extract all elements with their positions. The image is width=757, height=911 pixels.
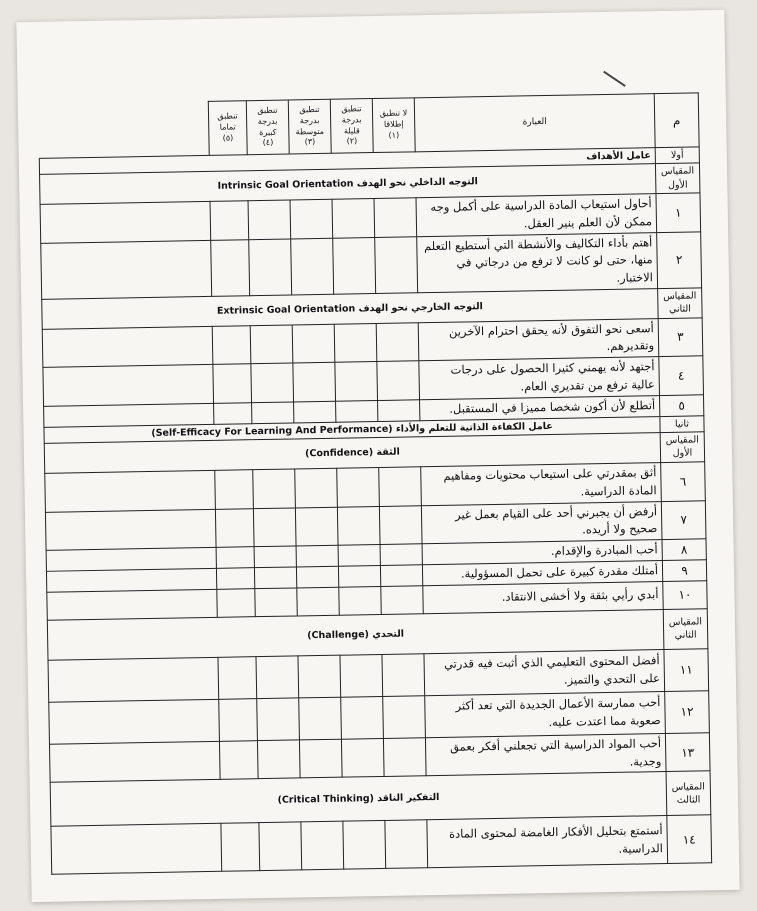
questionnaire-page (16, 10, 739, 902)
item-number: ١٣ (665, 733, 710, 772)
response-cell[interactable] (253, 469, 296, 508)
response-cell[interactable] (376, 322, 419, 361)
response-cell[interactable] (378, 400, 420, 422)
num-col-header: م (654, 93, 699, 148)
blank-cell (46, 568, 216, 592)
questionnaire-table (38, 92, 712, 875)
response-cell[interactable] (297, 587, 339, 616)
response-cell[interactable] (299, 697, 342, 740)
response-cell[interactable] (296, 566, 338, 588)
blank-cell (49, 699, 220, 744)
item-statement: أهتم بأداء التكاليف والأنشطة التي أستطيع التعلم منها، حتى لو كانت لا ترفع من درجاتي في الاختبار. (417, 232, 658, 293)
response-cell[interactable] (292, 324, 335, 363)
response-cell[interactable] (219, 698, 258, 741)
response-cell[interactable] (379, 467, 422, 506)
item-number: ١٠ (663, 581, 707, 610)
scale-label: المقياس الثالث (666, 771, 711, 816)
response-cell[interactable] (298, 655, 341, 698)
blank-cell (45, 509, 216, 551)
response-cell[interactable] (214, 402, 252, 423)
item-statement: أرفض أن يجبرني أحد على القيام بعمل غير صحيح ولا أريده. (421, 501, 662, 544)
response-cell[interactable] (256, 656, 299, 699)
scale-label: المقياس الأول (655, 163, 700, 193)
response-cell[interactable] (215, 470, 254, 509)
response-cell[interactable] (385, 820, 428, 869)
item-statement: أفضل المحتوى التعليمي الذي أثبت فيه قدرتي على التحدي والتميز. (424, 649, 665, 695)
factor-title: عامل الكفاءة الذاتية للتعلم والأداء (Self-Efficacy For Learning And Performance) (44, 416, 660, 443)
response-cell[interactable] (216, 568, 254, 589)
response-cell[interactable] (374, 198, 417, 237)
response-cell[interactable] (250, 325, 293, 364)
response-cell[interactable] (293, 362, 336, 401)
item-number: ٨ (662, 539, 706, 561)
item-number: ٥ (659, 395, 703, 417)
blank-header-cell (38, 101, 209, 158)
scale-title: التحدي (Challenge) (47, 609, 664, 660)
option-header-2: تنطبق بدرجة قليلة (٢) (330, 99, 373, 154)
blank-cell (44, 403, 214, 427)
response-cell[interactable] (375, 236, 418, 293)
response-cell[interactable] (341, 738, 384, 777)
response-cell[interactable] (380, 544, 422, 566)
scale-title: التوجه الخارجي نحو الهدف Extrinsic Goal Orientation (42, 289, 658, 329)
response-cell[interactable] (254, 546, 296, 568)
response-cell[interactable] (383, 696, 426, 739)
option-header-3: تنطبق بدرجة متوسطة (٣) (288, 99, 331, 154)
blank-cell (48, 657, 219, 702)
scale-title: التفكير الناقد (Critical Thinking) (50, 772, 667, 827)
factor-title: عامل الأهداف (39, 148, 655, 175)
item-statement: أحب ممارسة الأعمال الجديدة التي تعد أكثر صعوبة مما اعتدت عليه. (425, 691, 666, 737)
pen-mark (603, 71, 626, 87)
response-cell[interactable] (259, 822, 302, 871)
response-cell[interactable] (383, 737, 426, 776)
response-cell[interactable] (252, 402, 294, 424)
response-cell[interactable] (336, 400, 378, 422)
option-header-1: لا تنطبق إطلاقا (١) (372, 98, 415, 153)
item-statement: أبدي رأيي بثقة ولا أخشى الانتقاد. (423, 581, 663, 613)
item-number: ١١ (664, 649, 709, 692)
option-header-5: تنطبق تماما (٥) (208, 101, 247, 156)
response-cell[interactable] (301, 822, 344, 871)
response-cell[interactable] (341, 696, 384, 739)
response-cell[interactable] (221, 823, 260, 872)
response-cell[interactable] (338, 545, 380, 567)
statement-col-header: العبارة (414, 94, 655, 152)
item-number: ٢ (657, 231, 702, 288)
response-cell[interactable] (212, 325, 251, 364)
item-number: ١ (656, 193, 701, 232)
response-cell[interactable] (257, 740, 300, 779)
response-cell[interactable] (333, 237, 376, 294)
response-cell[interactable] (334, 323, 377, 362)
item-number: ٤ (659, 356, 704, 395)
response-cell[interactable] (343, 821, 386, 870)
item-statement: أحب المواد الدراسية التي تجعلني أفكر بعمق وجدية. (425, 733, 666, 776)
response-cell[interactable] (219, 740, 258, 779)
response-cell[interactable] (295, 468, 338, 507)
item-statement: أتطلع لأن أكون شخصا مميزا في المستقبل. (420, 395, 660, 420)
response-cell[interactable] (299, 739, 342, 778)
response-cell[interactable] (337, 506, 380, 545)
item-statement: أستمتع بتحليل الأفكار الغامضة لمحتوى المادة الدراسية. (427, 816, 668, 868)
factor-number: أولا (655, 147, 699, 164)
response-cell[interactable] (210, 201, 249, 240)
item-row (51, 815, 712, 875)
scale-title: الثقة (Confidence) (44, 432, 660, 473)
response-cell[interactable] (255, 588, 297, 617)
response-cell[interactable] (338, 565, 380, 587)
response-cell[interactable] (332, 198, 375, 237)
response-cell[interactable] (257, 698, 300, 741)
response-cell[interactable] (296, 545, 338, 567)
item-number: ٣ (658, 317, 703, 356)
response-cell[interactable] (294, 401, 336, 423)
response-cell[interactable] (249, 239, 292, 296)
scale-label: المقياس الثاني (658, 288, 703, 318)
response-cell[interactable] (379, 505, 422, 544)
response-cell[interactable] (377, 361, 420, 400)
response-cell[interactable] (339, 586, 381, 615)
response-cell[interactable] (211, 239, 250, 296)
item-statement: أحاول استيعاب المادة الدراسية على أكمل وجه ممكن لأن العلم ينير العقل. (416, 193, 657, 236)
response-cell[interactable] (215, 508, 254, 547)
response-cell[interactable] (382, 654, 425, 697)
response-cell[interactable] (254, 567, 296, 589)
scale-label: المقياس الأول (660, 432, 705, 463)
item-statement: أسعى نحو التفوق لأنه يحقق احترام الآخرين وتقديرهم. (418, 318, 659, 361)
option-header-4: تنطبق بدرجة كبيرة (٤) (246, 100, 289, 155)
response-cell[interactable] (335, 362, 378, 401)
scale-title: التوجه الداخلي نحو الهدف Intrinsic Goal Orientation (40, 164, 656, 204)
response-cell[interactable] (216, 547, 254, 568)
response-cell[interactable] (248, 200, 291, 239)
response-cell[interactable] (290, 199, 333, 238)
item-number: ١٤ (667, 815, 712, 864)
response-cell[interactable] (337, 467, 380, 506)
response-cell[interactable] (380, 565, 422, 587)
blank-cell (40, 201, 211, 243)
response-cell[interactable] (218, 656, 257, 699)
blank-cell (41, 240, 212, 299)
item-number: ٩ (662, 560, 706, 582)
factor-number: ثانيا (660, 415, 704, 432)
response-cell[interactable] (340, 654, 383, 697)
item-number: ١٢ (665, 691, 710, 734)
item-statement: أحب المبادرة والإقدام. (422, 540, 662, 565)
blank-cell (43, 365, 214, 407)
response-cell[interactable] (381, 586, 423, 615)
blank-cell (46, 547, 216, 571)
item-statement: أثق بمقدرتي على استيعاب محتويات ومفاهيم المادة الدراسية. (421, 462, 662, 505)
item-number: ٦ (661, 462, 706, 501)
blank-cell (42, 326, 213, 368)
blank-cell (49, 741, 220, 783)
blank-cell (45, 470, 216, 512)
response-cell[interactable] (213, 364, 252, 403)
response-cell[interactable] (291, 238, 334, 295)
item-statement: أمتلك مقدرة كبيرة على تحمل المسؤولية. (422, 561, 662, 586)
item-statement: أجتهد لأنه يهمني كثيرا الحصول على درجات عالية ترفع من تقديري العام. (419, 357, 660, 400)
response-cell[interactable] (217, 588, 255, 617)
blank-cell (47, 589, 217, 620)
response-cell[interactable] (251, 363, 294, 402)
response-cell[interactable] (253, 507, 296, 546)
blank-cell (51, 824, 222, 875)
response-cell[interactable] (295, 507, 338, 546)
item-number: ٧ (661, 500, 706, 539)
scale-label: المقياس الثاني (663, 609, 708, 650)
